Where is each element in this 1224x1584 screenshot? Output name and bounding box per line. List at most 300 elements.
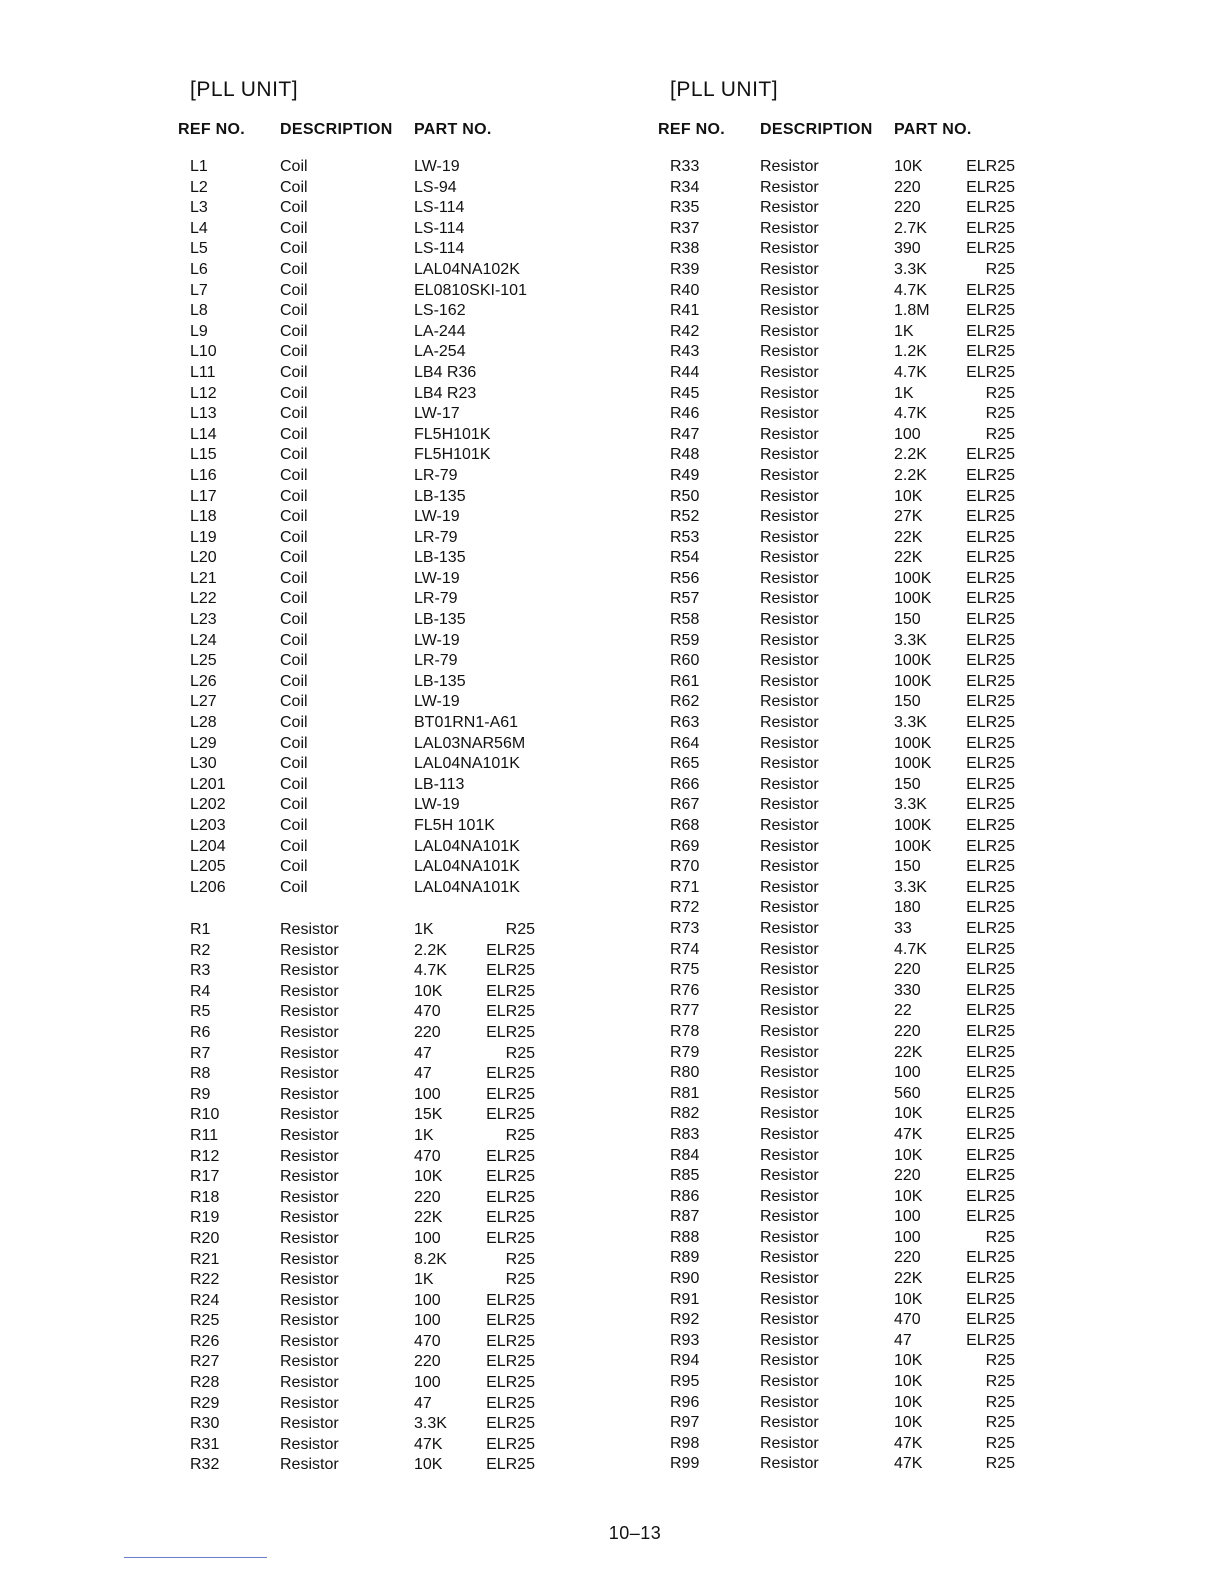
resistor-row — [656, 1454, 1216, 1475]
resistor-row — [656, 754, 1216, 775]
ref-no: R2 — [190, 941, 211, 959]
resistance-value: 22K — [894, 1043, 923, 1061]
coil-row — [176, 239, 736, 260]
description: Resistor — [280, 921, 339, 938]
description: Resistor — [760, 363, 819, 381]
ref-no: L5 — [190, 240, 208, 258]
resistance-value: 1K — [414, 921, 434, 938]
ref-no: R60 — [670, 652, 700, 670]
resistor-type: ELR25 — [966, 1043, 1015, 1061]
part-no: LW-17 — [414, 405, 460, 423]
ref-no: R68 — [670, 817, 700, 834]
part-no: LAL03NAR56M — [414, 734, 526, 752]
description: Resistor — [760, 1105, 819, 1123]
coil-row — [176, 219, 736, 240]
description: Resistor — [280, 1188, 339, 1206]
description: Resistor — [760, 1414, 819, 1432]
ref-no: R20 — [190, 1229, 220, 1247]
resistor-type: ELR25 — [966, 1270, 1015, 1288]
resistance-value: 470 — [414, 1332, 441, 1350]
page-number: 10–13 — [608, 1523, 662, 1543]
part-no: LAL04NA101K — [414, 878, 520, 896]
resistor-row — [656, 425, 1216, 446]
ref-no: R8 — [190, 1065, 211, 1083]
part-no: LAL04NA101K — [414, 837, 520, 855]
resistor-row — [656, 404, 1216, 425]
ref-no: R70 — [670, 858, 700, 876]
resistance-value: 220 — [894, 961, 921, 979]
resistor-row — [176, 1044, 736, 1065]
resistor-type: ELR25 — [966, 1064, 1015, 1082]
coil-row — [176, 795, 736, 816]
resistance-value: 10K — [894, 1187, 923, 1205]
description: Coil — [280, 817, 308, 834]
part-no: LAL04NA102K — [414, 260, 520, 278]
resistance-value: 560 — [894, 1084, 921, 1102]
resistor-row — [176, 1002, 736, 1023]
ref-no: R80 — [670, 1064, 700, 1082]
resistor-type: R25 — [985, 425, 1015, 443]
ref-no: R99 — [670, 1455, 700, 1473]
resistor-row — [656, 1393, 1216, 1414]
resistance-value: 100 — [894, 1208, 921, 1226]
ref-no: R28 — [190, 1374, 220, 1392]
resistance-value: 22K — [894, 528, 923, 546]
ref-no: R30 — [190, 1415, 220, 1433]
description: Resistor — [760, 693, 819, 711]
resistor-type: ELR25 — [486, 1332, 535, 1350]
ref-no: L25 — [190, 652, 217, 670]
resistor-type: ELR25 — [966, 466, 1015, 484]
ref-no: R32 — [190, 1456, 220, 1474]
resistor-row — [656, 301, 1216, 322]
description: Resistor — [760, 487, 819, 505]
resistor-type: ELR25 — [966, 1331, 1015, 1349]
ref-no: R66 — [670, 775, 700, 793]
resistance-value: 10K — [894, 1352, 923, 1370]
description: Coil — [280, 425, 308, 443]
resistor-type: ELR25 — [966, 1146, 1015, 1164]
resistor-type: ELR25 — [966, 158, 1015, 175]
part-no: FL5H 101K — [414, 817, 495, 834]
description: Resistor — [760, 1455, 819, 1473]
part-no: LR-79 — [414, 528, 458, 546]
ref-no: R46 — [670, 405, 700, 423]
resistor-row — [656, 1063, 1216, 1084]
left-header-description: DESCRIPTION — [280, 121, 393, 138]
description: Resistor — [760, 1290, 819, 1308]
resistor-type: ELR25 — [966, 693, 1015, 711]
resistor-row — [656, 1187, 1216, 1208]
resistance-value: 3.3K — [414, 1415, 447, 1433]
description: Coil — [280, 487, 308, 505]
ref-no: L203 — [190, 817, 226, 834]
ref-no: R57 — [670, 590, 700, 608]
description: Resistor — [760, 1187, 819, 1205]
description: Coil — [280, 302, 308, 320]
resistor-type: ELR25 — [966, 240, 1015, 258]
resistor-row — [656, 1413, 1216, 1434]
resistor-type: ELR25 — [966, 1105, 1015, 1123]
coil-row — [176, 631, 736, 652]
ref-no: R22 — [190, 1271, 220, 1289]
resistor-row — [176, 1311, 736, 1332]
description: Resistor — [280, 1229, 339, 1247]
resistance-value: 100K — [894, 734, 932, 752]
resistance-value: 15K — [414, 1106, 443, 1124]
description: Coil — [280, 260, 308, 278]
ref-no: L202 — [190, 796, 226, 814]
resistance-value: 2.2K — [894, 466, 927, 484]
part-no: LW-19 — [414, 796, 460, 814]
ref-no: R7 — [190, 1044, 211, 1062]
description: Resistor — [760, 961, 819, 979]
resistor-row — [656, 466, 1216, 487]
resistor-row — [656, 1290, 1216, 1311]
coil-row — [176, 692, 736, 713]
description: Resistor — [760, 569, 819, 587]
resistor-row — [656, 1146, 1216, 1167]
resistor-type: ELR25 — [486, 1003, 535, 1021]
ref-no: R3 — [190, 962, 211, 980]
coil-row — [176, 507, 736, 528]
resistor-row — [656, 548, 1216, 569]
ref-no: R98 — [670, 1434, 700, 1452]
resistor-row — [656, 878, 1216, 899]
resistor-type: ELR25 — [486, 941, 535, 959]
resistor-row — [176, 1023, 736, 1044]
description: Resistor — [760, 199, 819, 217]
resistor-row — [656, 1001, 1216, 1022]
resistor-row — [656, 1125, 1216, 1146]
description: Coil — [280, 672, 308, 690]
description: Resistor — [280, 1435, 339, 1453]
resistance-value: 47 — [414, 1394, 432, 1412]
resistor-type: ELR25 — [966, 219, 1015, 237]
resistance-value: 10K — [894, 1373, 923, 1391]
resistor-type: ELR25 — [486, 1168, 535, 1186]
resistor-type: ELR25 — [966, 940, 1015, 958]
ref-no: L1 — [190, 158, 208, 175]
ref-no: R91 — [670, 1290, 700, 1308]
resistance-value: 220 — [894, 1249, 921, 1267]
resistor-row — [656, 981, 1216, 1002]
resistance-value: 220 — [414, 1023, 441, 1041]
coil-row — [176, 322, 736, 343]
resistance-value: 1K — [414, 1126, 434, 1144]
resistance-value: 220 — [894, 1022, 921, 1040]
resistor-type: R25 — [985, 384, 1015, 402]
description: Resistor — [760, 281, 819, 299]
ref-no: L30 — [190, 755, 217, 773]
part-no: LS-114 — [414, 199, 465, 217]
resistor-type: R25 — [985, 1228, 1015, 1246]
description: Resistor — [280, 1353, 339, 1371]
resistor-row — [656, 692, 1216, 713]
right-header-part: PART NO. — [894, 121, 972, 138]
description: Resistor — [760, 1043, 819, 1061]
resistance-value: 22K — [894, 549, 923, 567]
ref-no: R54 — [670, 549, 700, 567]
ref-no: R39 — [670, 260, 700, 278]
description: Coil — [280, 158, 308, 175]
coil-row — [176, 651, 736, 672]
description: Resistor — [280, 1147, 339, 1165]
resistance-value: 3.3K — [894, 796, 927, 814]
resistor-row — [176, 1188, 736, 1209]
description: Resistor — [760, 652, 819, 670]
description: Resistor — [760, 858, 819, 876]
description: Coil — [280, 528, 308, 546]
ref-no: L19 — [190, 528, 217, 546]
resistor-type: ELR25 — [966, 343, 1015, 361]
ref-no: R24 — [190, 1291, 220, 1309]
ref-no: R26 — [190, 1332, 220, 1350]
coil-row — [176, 754, 736, 775]
right-header-ref: REF NO. — [658, 121, 725, 138]
resistance-value: 3.3K — [894, 631, 927, 649]
ref-no: L11 — [190, 363, 216, 381]
description: Resistor — [280, 1394, 339, 1412]
resistor-type: ELR25 — [966, 569, 1015, 587]
resistor-type: ELR25 — [966, 1208, 1015, 1226]
description: Coil — [280, 178, 308, 196]
description: Resistor — [760, 1331, 819, 1349]
ref-no: R81 — [670, 1084, 700, 1102]
ref-no: L14 — [190, 425, 217, 443]
description: Coil — [280, 611, 308, 629]
resistance-value: 100K — [894, 755, 932, 773]
description: Coil — [280, 590, 308, 608]
coil-row — [176, 878, 736, 899]
resistor-type: ELR25 — [966, 363, 1015, 381]
resistance-value: 100K — [894, 652, 932, 670]
resistance-value: 10K — [894, 1393, 923, 1411]
resistance-value: 47 — [414, 1044, 432, 1062]
resistor-type: ELR25 — [486, 1085, 535, 1103]
coil-row — [176, 198, 736, 219]
resistor-type: ELR25 — [966, 672, 1015, 690]
resistor-type: ELR25 — [966, 858, 1015, 876]
resistor-row — [656, 816, 1216, 837]
resistor-row — [176, 1455, 736, 1476]
resistor-type: ELR25 — [966, 981, 1015, 999]
description: Coil — [280, 363, 308, 381]
resistance-value: 2.7K — [894, 219, 927, 237]
part-no: LR-79 — [414, 466, 458, 484]
resistor-type: ELR25 — [966, 302, 1015, 320]
ref-no: R64 — [670, 734, 700, 752]
resistor-type: ELR25 — [966, 1022, 1015, 1040]
resistor-type: ELR25 — [966, 611, 1015, 629]
resistance-value: 220 — [414, 1188, 441, 1206]
resistance-value: 100K — [894, 569, 932, 587]
coil-row — [176, 548, 736, 569]
description: Resistor — [280, 1168, 339, 1186]
description: Resistor — [280, 1126, 339, 1144]
resistor-type: R25 — [985, 260, 1015, 278]
description: Resistor — [760, 343, 819, 361]
coil-row — [176, 157, 736, 178]
description: Coil — [280, 446, 308, 464]
ref-no: R43 — [670, 343, 700, 361]
description: Resistor — [760, 1125, 819, 1143]
ref-no: R58 — [670, 611, 700, 629]
part-no: EL0810SKI-101 — [414, 281, 527, 299]
description: Resistor — [280, 1312, 339, 1330]
ref-no: L9 — [190, 322, 208, 340]
description: Coil — [280, 837, 308, 855]
resistor-row — [656, 487, 1216, 508]
description: Resistor — [280, 1003, 339, 1021]
description: Resistor — [280, 982, 339, 1000]
coil-row — [176, 734, 736, 755]
description: Resistor — [760, 158, 819, 175]
resistor-row — [176, 1229, 736, 1250]
resistor-type: R25 — [505, 1271, 535, 1289]
resistor-type: ELR25 — [486, 1456, 535, 1474]
ref-no: R95 — [670, 1373, 700, 1391]
description: Resistor — [280, 1291, 339, 1309]
ref-no: L16 — [190, 466, 217, 484]
description: Coil — [280, 631, 308, 649]
ref-no: R42 — [670, 322, 700, 340]
ref-no: R62 — [670, 693, 700, 711]
resistor-row — [656, 384, 1216, 405]
resistance-value: 4.7K — [894, 940, 927, 958]
left-header-ref: REF NO. — [178, 121, 245, 138]
resistance-value: 47K — [894, 1434, 923, 1452]
resistance-value: 10K — [894, 487, 923, 505]
resistor-type: ELR25 — [966, 878, 1015, 896]
description: Coil — [280, 508, 308, 526]
resistor-type: ELR25 — [486, 1188, 535, 1206]
resistance-value: 4.7K — [894, 405, 927, 423]
resistor-row — [176, 1085, 736, 1106]
ref-no: R44 — [670, 363, 700, 381]
resistor-row — [656, 1434, 1216, 1455]
part-no: BT01RN1-A61 — [414, 714, 519, 732]
description: Coil — [280, 796, 308, 814]
resistance-value: 220 — [894, 1167, 921, 1185]
resistor-row — [656, 610, 1216, 631]
resistor-type: R25 — [505, 921, 535, 938]
resistance-value: 4.7K — [894, 281, 927, 299]
resistance-value: 10K — [894, 1146, 923, 1164]
resistor-row — [176, 1352, 736, 1373]
part-no: LW-19 — [414, 508, 460, 526]
resistor-type: ELR25 — [966, 1084, 1015, 1102]
description: Resistor — [760, 817, 819, 834]
description: Resistor — [760, 714, 819, 732]
resistor-row — [656, 1166, 1216, 1187]
resistor-row — [176, 961, 736, 982]
description: Resistor — [280, 962, 339, 980]
part-no: LB-135 — [414, 611, 466, 629]
description: Coil — [280, 775, 308, 793]
ref-no: R73 — [670, 919, 700, 937]
resistor-type: ELR25 — [486, 1209, 535, 1227]
left-resistor-list — [176, 920, 736, 1476]
description: Coil — [280, 734, 308, 752]
resistor-row — [656, 219, 1216, 240]
coil-row — [176, 384, 736, 405]
description: Resistor — [760, 1311, 819, 1329]
description: Coil — [280, 343, 308, 361]
resistor-type: ELR25 — [486, 1023, 535, 1041]
resistor-type: ELR25 — [486, 1394, 535, 1412]
ref-no: R65 — [670, 755, 700, 773]
ref-no: R25 — [190, 1312, 220, 1330]
resistor-row — [176, 1064, 736, 1085]
resistor-row — [656, 795, 1216, 816]
resistor-row — [656, 775, 1216, 796]
ref-no: L28 — [190, 714, 217, 732]
description: Resistor — [760, 631, 819, 649]
description: Coil — [280, 219, 308, 237]
ref-no: R56 — [670, 569, 700, 587]
resistor-type: R25 — [985, 1434, 1015, 1452]
resistor-type: ELR25 — [966, 590, 1015, 608]
resistance-value: 10K — [894, 1105, 923, 1123]
ref-no: R11 — [190, 1126, 219, 1144]
resistor-type: ELR25 — [966, 817, 1015, 834]
resistance-value: 150 — [894, 858, 921, 876]
resistor-row — [656, 631, 1216, 652]
ref-no: L4 — [190, 219, 208, 237]
description: Coil — [280, 199, 308, 217]
description: Resistor — [760, 590, 819, 608]
resistor-row — [656, 1310, 1216, 1331]
description: Resistor — [760, 219, 819, 237]
resistor-type: ELR25 — [966, 1167, 1015, 1185]
resistor-row — [656, 569, 1216, 590]
ref-no: R50 — [670, 487, 700, 505]
part-no: LAL04NA101K — [414, 755, 520, 773]
ref-no: L15 — [190, 446, 217, 464]
resistor-row — [176, 1105, 736, 1126]
description: Resistor — [760, 940, 819, 958]
resistor-type: R25 — [985, 1455, 1015, 1473]
resistance-value: 100 — [414, 1085, 441, 1103]
ref-no: R63 — [670, 714, 700, 732]
coil-row — [176, 610, 736, 631]
ref-no: R92 — [670, 1311, 700, 1329]
resistor-type: ELR25 — [486, 1374, 535, 1392]
ref-no: R97 — [670, 1414, 700, 1432]
resistance-value: 10K — [414, 982, 443, 1000]
coil-row — [176, 569, 736, 590]
resistance-value: 47K — [414, 1435, 443, 1453]
ref-no: R6 — [190, 1023, 211, 1041]
resistor-row — [656, 960, 1216, 981]
ref-no: R49 — [670, 466, 700, 484]
description: Resistor — [760, 1084, 819, 1102]
right-resistor-list — [656, 157, 1216, 1475]
part-no: LB-135 — [414, 672, 466, 690]
resistance-value: 220 — [894, 199, 921, 217]
ref-no: R84 — [670, 1146, 700, 1164]
ref-no: R53 — [670, 528, 700, 546]
resistance-value: 2.2K — [894, 446, 927, 464]
description: Resistor — [280, 1209, 339, 1227]
coil-row — [176, 466, 736, 487]
part-no: LA-254 — [414, 343, 466, 361]
resistance-value: 100K — [894, 837, 932, 855]
resistance-value: 1K — [414, 1271, 434, 1289]
resistor-row — [656, 1043, 1216, 1064]
right-header-description: DESCRIPTION — [760, 121, 873, 138]
